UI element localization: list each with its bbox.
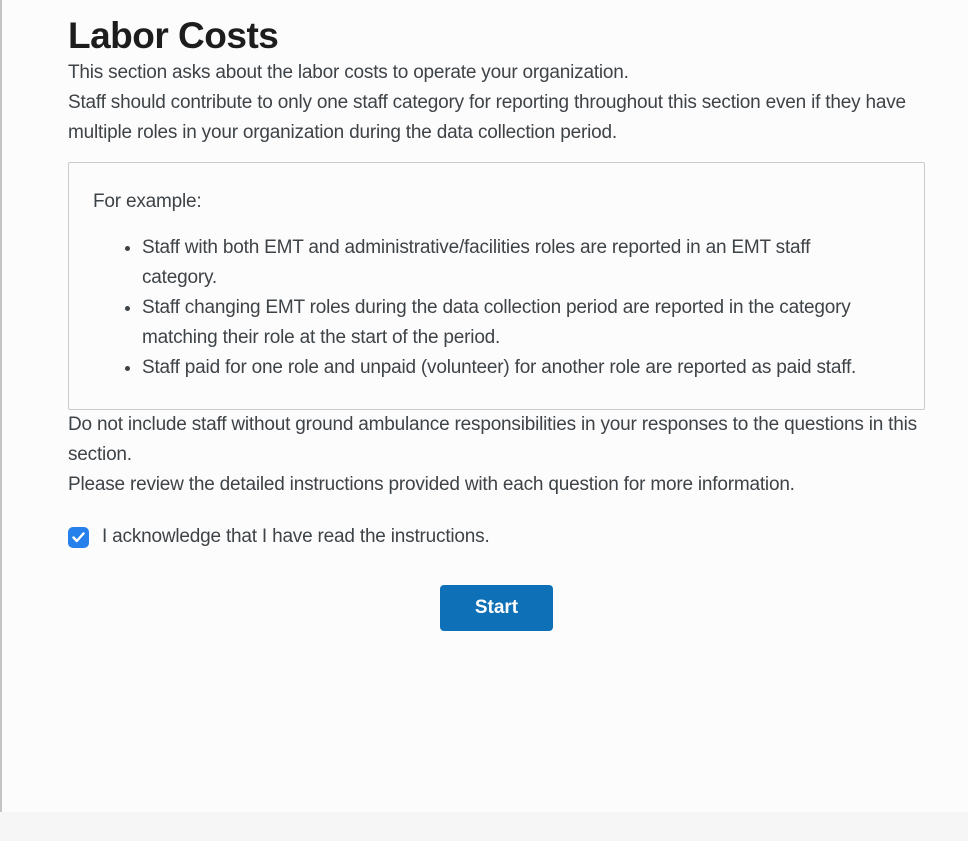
start-button[interactable]: Start xyxy=(440,585,553,631)
checkmark-icon xyxy=(72,532,85,543)
acknowledge-checkbox[interactable] xyxy=(68,527,89,548)
example-box xyxy=(68,162,925,410)
staff-category-note: Staff should contribute to only one staff category for reporting throughout this section even if they have multiple roles in your organization during the data collection period. xyxy=(68,92,906,143)
example-bullet: • Staff with both EMT and administrative/facilities roles are reported in an EMT staff category. xyxy=(142,233,887,293)
exclusion-note: Do not include staff without ground ambulance responsibilities in your responses to the questions in this section. xyxy=(68,414,917,465)
example-box-label: For example: xyxy=(93,191,202,212)
page-title: Labor Costs xyxy=(68,15,279,56)
intro-text: This section asks about the labor costs to operate your organization. xyxy=(68,62,629,83)
acknowledgement-row xyxy=(68,522,928,552)
button-row xyxy=(68,585,925,631)
acknowledge-checkbox-label: I acknowledge that I have read the instructions. xyxy=(102,526,490,547)
review-instructions-note: Please review the detailed instructions provided with each question for more information. xyxy=(68,474,795,495)
example-bullet-list xyxy=(93,233,900,383)
example-bullet: • Staff paid for one role and unpaid (volunteer) for another role are reported as paid staff. xyxy=(142,353,887,383)
example-bullet: • Staff changing EMT roles during the data collection period are reported in the category matching their role at the start of the period. xyxy=(142,293,887,353)
